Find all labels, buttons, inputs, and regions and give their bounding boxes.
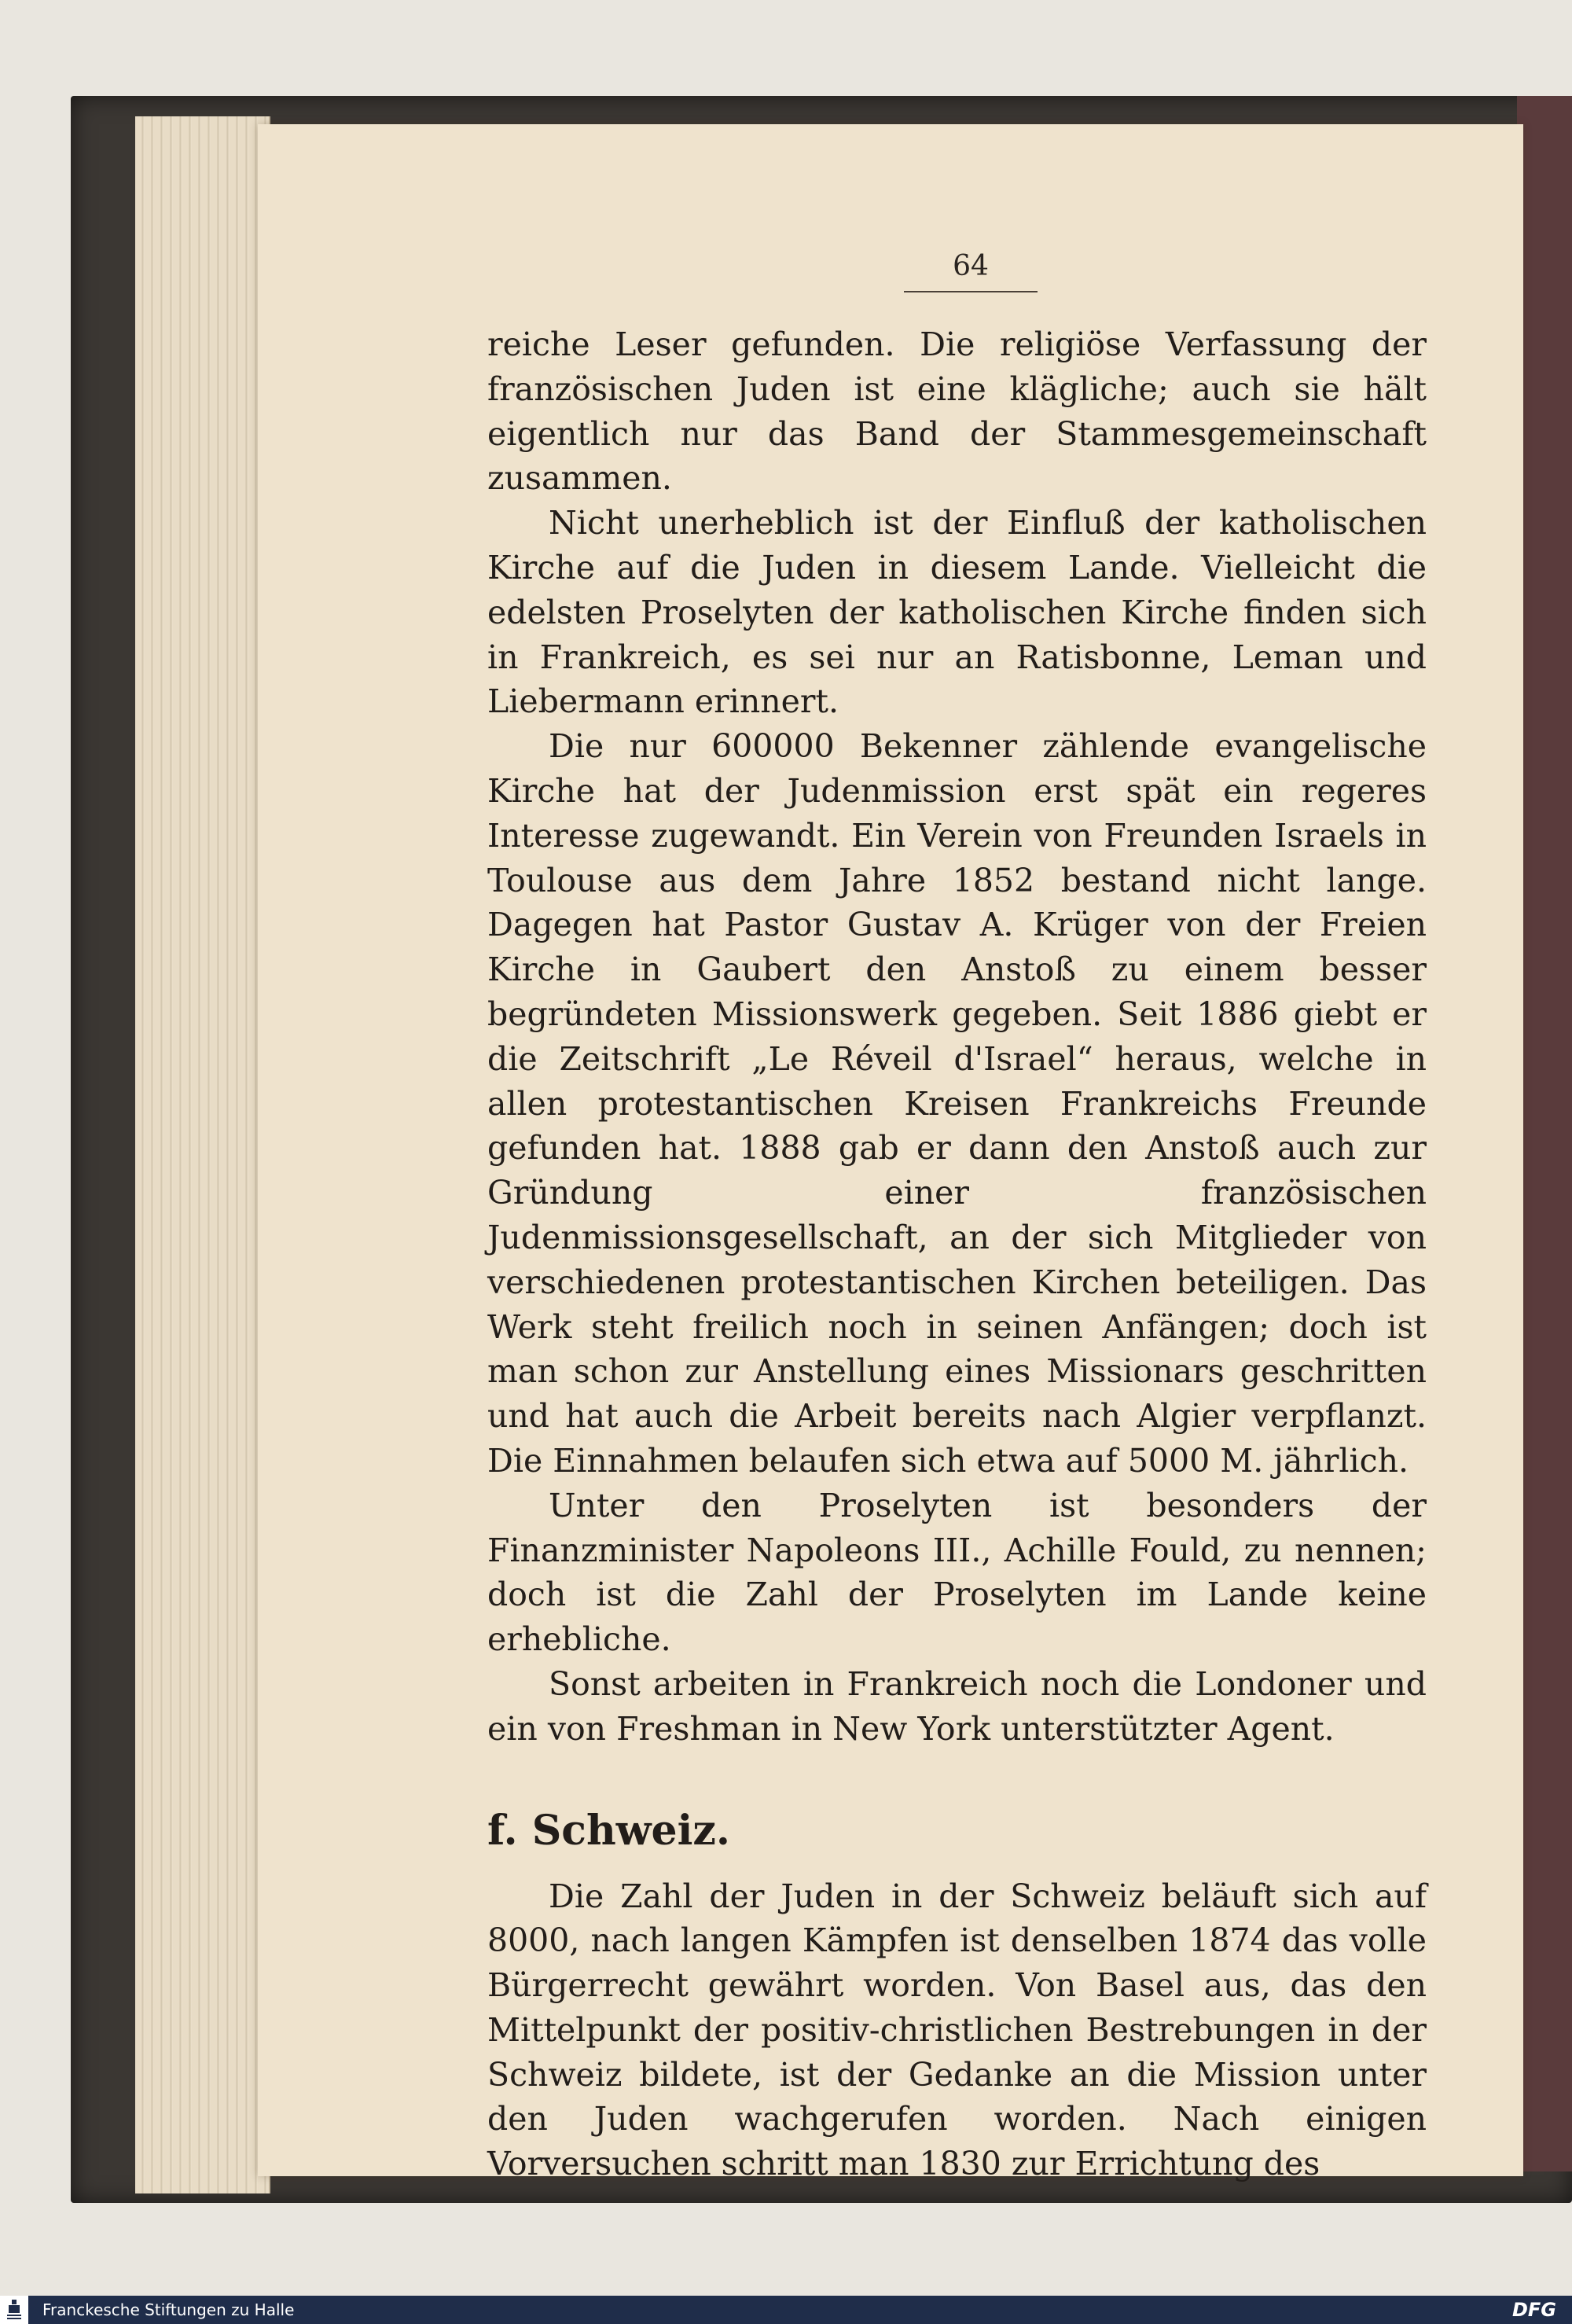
paragraph: Nicht unerheblich ist der Einfluß der katholischen Kirche auf die Juden in diesem Lande. Vielleicht die edelsten Proselyten der katholischen Kirche finden sich in Frankreich, es sei nur an Ratisbonne, Leman und Liebermann erinnert. <box>487 504 1427 721</box>
footer-dfg-logo[interactable]: DFG <box>1511 2299 1556 2321</box>
institution-logo-icon[interactable] <box>0 2296 28 2324</box>
footer-organization[interactable]: Franckesche Stiftungen zu Halle <box>42 2300 295 2319</box>
section-heading: f. Schweiz. <box>487 1806 730 1855</box>
paragraph: reiche Leser gefunden. Die religiöse Verfassung der französischen Juden ist eine klägliche; auch sie hält eigentlich nur das Band der Stammesgemeinschaft zusammen. <box>487 325 1427 498</box>
page-text <box>487 322 1427 2186</box>
page-number: 64 <box>953 250 989 282</box>
paragraph: Sonst arbeiten in Frankreich noch die Londoner und ein von Freshman in New York unterstützter Agent. <box>487 1664 1427 1748</box>
paragraph: Die nur 600000 Bekenner zählende evangelische Kirche hat der Judenmission erst spät ein regeres Interesse zugewandt. Ein Verein von Freunden Israels in Toulouse aus dem Jahre 1852 bestand nicht lange. Dagegen hat Pastor Gustav A. Krüger von der Freien Kirche in Gaubert den Anstoß zu einem besser begründeten Missionswerk gegeben. Seit 1886 giebt er die Zeitschrift „Le Réveil d'Israel“ heraus, welche in allen protestantischen Kreisen Frankreichs Freunde gefunden hat. 1888 gab er dann den Anstoß auch zur Gründung einer französischen Judenmissionsgesellschaft, an der sich Mitglieder von verschiedenen protestantischen Kirchen beteiligen. Das Werk steht freilich noch in seinen Anfängen; doch ist man schon zur Anstellung eines Missionars geschritten und hat auch die Arbeit bereits nach Algier verpflanzt. Die Einnahmen belaufen sich etwa auf 5000 M. jährlich. <box>487 727 1427 1480</box>
book-cover-spine-edge <box>1517 96 1572 2171</box>
page-edges <box>135 116 270 2193</box>
paragraph: Die Zahl der Juden in der Schweiz beläuft sich auf 8000, nach langen Kämpfen ist denselben 1874 das volle Bürgerrecht gewährt worden. Von Basel aus, das den Mittelpunkt der positiv-christlichen Bestrebungen in der Schweiz bildete, ist der Gedanke an die Mission unter den Juden wachgerufen worden. Nach einigen Vorversuchen schritt man 1830 zur Errichtung des <box>487 1877 1427 2183</box>
paragraph: Unter den Proselyten ist besonders der Finanzminister Napoleons III., Achille Fould, zu nennen; doch ist die Zahl der Proselyten im Lande keine erhebliche. <box>487 1486 1427 1659</box>
footer-bar <box>0 2296 1572 2324</box>
page-number-rule <box>904 291 1038 292</box>
